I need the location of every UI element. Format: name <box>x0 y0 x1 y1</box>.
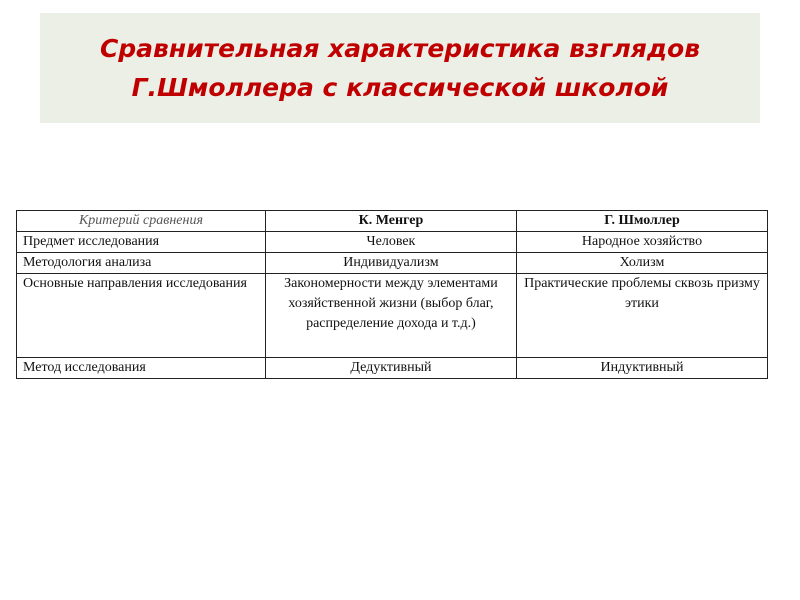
menger-cell: Закономерности между элементами хозяйственной жизни (выбор благ, распределение дохода и т.д.) <box>265 274 516 358</box>
comparison-table <box>16 210 768 379</box>
header-criterion: Критерий сравнения <box>17 211 266 232</box>
criterion-cell: Основные направления исследования <box>17 274 266 358</box>
slide-title-line-2: Г.Шмоллера с классической школой <box>131 73 669 102</box>
table-row <box>17 274 768 358</box>
title-banner <box>40 13 760 123</box>
schmoller-cell: Народное хозяйство <box>516 232 767 253</box>
schmoller-cell: Холизм <box>516 253 767 274</box>
table-header-row <box>17 211 768 232</box>
header-schmoller: Г. Шмоллер <box>516 211 767 232</box>
criterion-cell: Методология анализа <box>17 253 266 274</box>
menger-cell: Дедуктивный <box>265 358 516 379</box>
criterion-cell: Метод исследования <box>17 358 266 379</box>
table-row <box>17 358 768 379</box>
schmoller-cell: Практические проблемы сквозь призму этики <box>516 274 767 358</box>
schmoller-cell: Индуктивный <box>516 358 767 379</box>
menger-cell: Индивидуализм <box>265 253 516 274</box>
slide-title <box>100 29 700 107</box>
header-menger: К. Менгер <box>265 211 516 232</box>
table-row <box>17 232 768 253</box>
table-row <box>17 253 768 274</box>
criterion-cell: Предмет исследования <box>17 232 266 253</box>
slide-title-line-1: Сравнительная характеристика взглядов <box>99 34 701 63</box>
menger-cell: Человек <box>265 232 516 253</box>
